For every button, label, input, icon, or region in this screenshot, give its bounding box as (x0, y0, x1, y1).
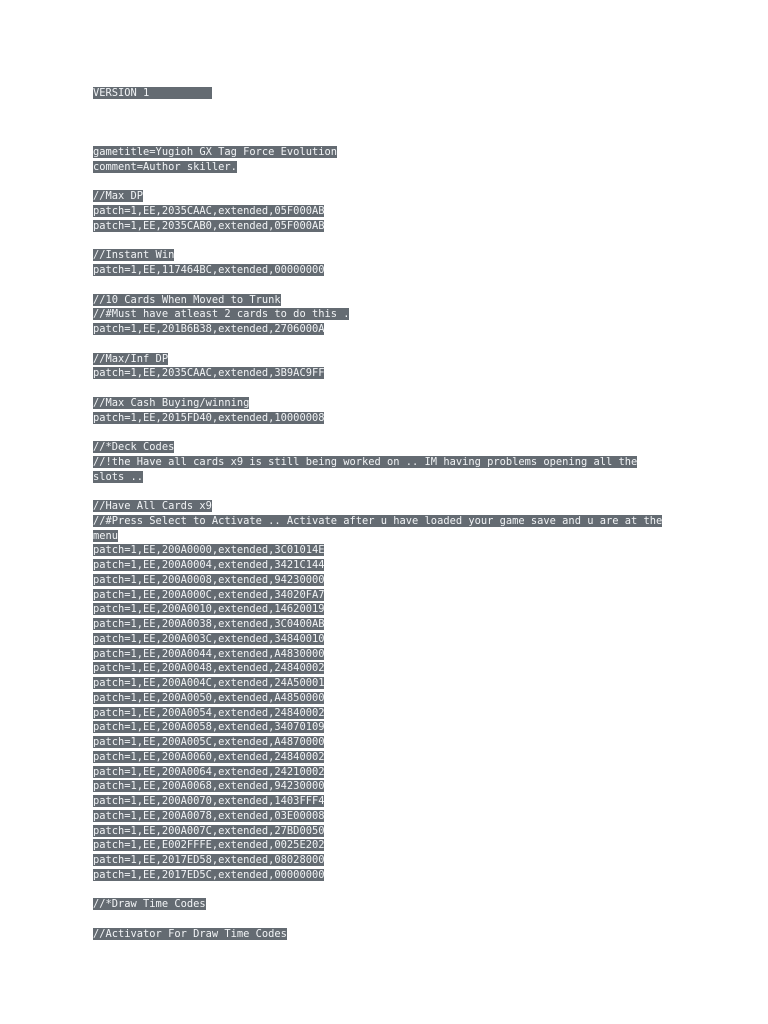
spacer (93, 337, 693, 352)
code-line (93, 617, 693, 632)
version-label: VERSION 1 (93, 87, 150, 99)
code-line (93, 602, 693, 617)
code-line (93, 750, 693, 765)
code-text: patch=1,EE,200A0038,extended,3C0400AB (93, 618, 325, 630)
code-text: patch=1,EE,200A0008,extended,94230000 (93, 573, 325, 586)
spacer (93, 234, 693, 249)
section-note (93, 529, 693, 544)
code-line (93, 632, 693, 647)
code-text: patch=1,EE,2017ED58,extended,08028000 (93, 854, 325, 866)
code-line (93, 809, 693, 824)
gametitle-text: gametitle=Yugioh GX Tag Force Evolution (93, 146, 337, 158)
deck-codes-title: //*Deck Codes (93, 441, 175, 453)
have-all-cards-note: //#Press Select to Activate .. Activate after u have loaded your game save and u are at the (93, 514, 663, 527)
code-text: patch=1,EE,200A0070,extended,1403FFF4 (93, 795, 325, 807)
code-text: patch=1,EE,200A0010,extended,14620019 (93, 603, 325, 616)
spacer (93, 101, 693, 131)
code-line (93, 322, 693, 337)
section-title (93, 293, 693, 308)
section-note (93, 455, 693, 470)
code-text: patch=1,EE,2035CAAC,extended,05F000AB (93, 205, 325, 217)
code-text: patch=1,EE,200A0044,extended,A4830000 (93, 647, 325, 660)
max-inf-dp-title: //Max/Inf DP (93, 352, 169, 365)
code-text: patch=1,EE,200A000C,extended,34020FA7 (93, 588, 325, 601)
code-text: patch=1,EE,200A0068,extended,94230000 (93, 780, 325, 793)
spacer (93, 484, 693, 499)
code-text: patch=1,EE,200A0064,extended,24210002 (93, 765, 325, 778)
code-line (93, 219, 693, 234)
code-line (93, 794, 693, 809)
code-line (93, 735, 693, 750)
code-text: patch=1,EE,2015FD40,extended,10000008 (93, 411, 325, 424)
deck-codes-note-cont: slots .. (93, 470, 144, 483)
code-text: patch=1,EE,200A0050,extended,A4850000 (93, 691, 325, 704)
comment-line (93, 160, 693, 175)
code-block (93, 543, 693, 882)
gametitle-line (93, 145, 693, 160)
code-text: patch=1,EE,2017ED5C,extended,00000000 (93, 868, 325, 881)
code-line (93, 543, 693, 558)
code-text: patch=1,EE,200A0058,extended,34070109 (93, 721, 325, 734)
max-dp-title: //Max DP (93, 190, 144, 203)
code-line (93, 676, 693, 691)
code-line (93, 838, 693, 853)
code-text: patch=1,EE,200A003C,extended,34840010 (93, 632, 325, 645)
code-text: patch=1,EE,200A004C,extended,24A50001 (93, 677, 325, 689)
code-text: patch=1,EE,200A0078,extended,03E00008 (93, 809, 325, 822)
code-line (93, 411, 693, 426)
section-title (93, 897, 693, 912)
code-text: patch=1,EE,200A005C,extended,A4870000 (93, 736, 325, 748)
section-note (93, 307, 693, 322)
section-title (93, 248, 693, 263)
code-line (93, 779, 693, 794)
section-title (93, 352, 693, 367)
draw-time-activator: //Activator For Draw Time Codes (93, 927, 287, 940)
spacer (93, 883, 693, 898)
cards-trunk-title: //10 Cards When Moved to Trunk (93, 293, 281, 306)
code-line (93, 661, 693, 676)
code-text: patch=1,EE,E002FFFE,extended,0025E202 (93, 839, 325, 852)
cards-trunk-note: //#Must have atleast 2 cards to do this . (93, 308, 350, 321)
code-line (93, 706, 693, 721)
max-cash-title: //Max Cash Buying/winning (93, 396, 250, 409)
code-text: patch=1,EE,200A0004,extended,3421C144 (93, 559, 325, 571)
spacer (93, 425, 693, 440)
comment-text: comment=Author skiller. (93, 160, 237, 173)
code-line (93, 366, 693, 381)
code-text: patch=1,EE,2035CAB0,extended,05F000AB (93, 219, 325, 232)
code-text: patch=1,EE,200A0048,extended,24840002 (93, 662, 325, 675)
section-title (93, 440, 693, 455)
code-text: patch=1,EE,2035CAAC,extended,3B9AC9FF (93, 367, 325, 380)
code-text: patch=1,EE,200A0054,extended,24840002 (93, 706, 325, 719)
code-text: patch=1,EE,200A0000,extended,3C01014E (93, 544, 325, 557)
document-body (93, 86, 693, 942)
version-highlight-tail (149, 87, 212, 99)
section-title (93, 927, 693, 942)
code-text: patch=1,EE,117464BC,extended,00000000 (93, 264, 325, 276)
spacer (93, 912, 693, 927)
spacer (93, 278, 693, 293)
code-line (93, 868, 693, 883)
section-note (93, 514, 693, 529)
code-line (93, 691, 693, 706)
code-line (93, 588, 693, 603)
spacer (93, 175, 693, 190)
spacer (93, 381, 693, 396)
code-text: patch=1,EE,200A007C,extended,27BD0050 (93, 824, 325, 837)
code-line (93, 647, 693, 662)
code-line (93, 720, 693, 735)
code-text: patch=1,EE,200A0060,extended,24840002 (93, 750, 325, 763)
code-line (93, 558, 693, 573)
section-note (93, 470, 693, 485)
code-line (93, 853, 693, 868)
code-line (93, 573, 693, 588)
deck-codes-note: //!the Have all cards x9 is still being worked on .. IM having problems opening all the (93, 455, 638, 468)
have-all-cards-note-cont: menu (93, 529, 119, 542)
section-title (93, 189, 693, 204)
version-line (93, 86, 693, 101)
instant-win-title: //Instant Win (93, 249, 175, 262)
section-title (93, 396, 693, 411)
code-line (93, 824, 693, 839)
code-line (93, 263, 693, 278)
have-all-cards-title: //Have All Cards x9 (93, 500, 212, 512)
spacer (93, 130, 693, 145)
code-line (93, 765, 693, 780)
code-line (93, 204, 693, 219)
section-title (93, 499, 693, 514)
code-text: patch=1,EE,201B6B38,extended,2706000A (93, 323, 325, 335)
draw-time-title: //*Draw Time Codes (93, 898, 206, 911)
